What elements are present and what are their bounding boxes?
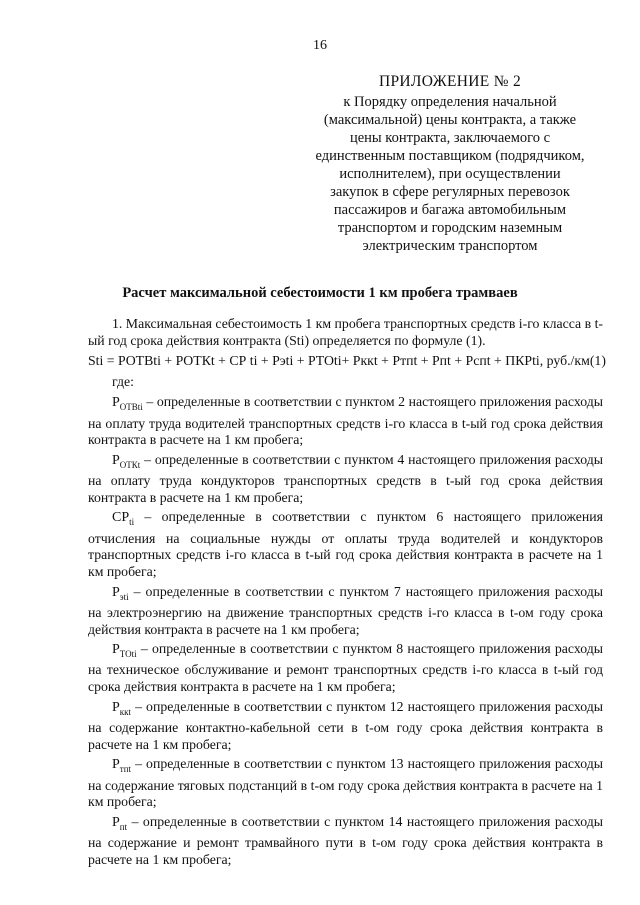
definition-text: – определенные в соответствии с пунктом 12 настоящего приложения расходы на содержание контактно-кабельной сети в t-ом году срока действия контракта в расчете на 1 км пробега; — [88, 698, 603, 752]
definition-text: – определенные в соответствии с пунктом 7 настоящего приложения расходы на электроэнергию на движение транспортных средств i-го класса в t-ом году срока действия контракта в расчете на 1 км пробега; — [88, 583, 603, 637]
appendix-line: цены контракта, заключаемого с — [349, 130, 551, 146]
definition-subscript: ОТВti — [119, 402, 143, 413]
definition-item — [88, 756, 603, 811]
definition-subscript: ti — [129, 517, 135, 528]
definition-item — [88, 699, 603, 754]
where-label: где: — [112, 373, 134, 389]
appendix-line: транспортом и городским наземным — [337, 220, 563, 236]
page-number: 16 — [313, 38, 327, 53]
definition-text: – определенные в соответствии с пунктом 14 настоящего приложения расходы на содержание и ремонт трамвайного пути в t-ом году срока действия контракта в расчете на 1 км пробега; — [88, 813, 603, 867]
formula-number: (1) — [589, 353, 606, 369]
definition-symbol: P — [112, 642, 120, 658]
definition-subscript: ТОti — [119, 648, 137, 659]
definition-symbol: СР — [112, 510, 130, 526]
definition-text: – определенные в соответствии с пунктом 8 настоящего приложения расходы на техническое обслуживание и ремонт транспортных средств i-го класса в t-ый год срока действия контракта в расчете на 1 км пробега; — [88, 641, 603, 695]
definition-item — [88, 814, 603, 869]
paragraph-1: 1. Максимальная себестоимость 1 км пробега транспортных средств i-го класса в t-ый год срока действия контракта (Sti) определяется по формуле (1). — [88, 316, 603, 348]
definition-symbol: P — [112, 395, 120, 411]
definition-subscript: ОТКt — [119, 459, 141, 470]
definition-text: – определенные в соответствии с пунктом 2 настоящего приложения расходы на оплату труда водителей транспортных средств i-го класса в t-ый год срока действия контракта в расчете на 1 км пробега; — [88, 394, 603, 448]
definition-symbol: P — [112, 699, 120, 715]
definition-text: – определенные в соответствии с пунктом 13 настоящего приложения расходы на содержание тяговых подстанций в t-ом году срока действия контракта в расчете на 1 км пробега; — [88, 756, 603, 810]
appendix-line: исполнителем), при осуществлении — [339, 166, 561, 182]
appendix-line: (максимальной) цены контракта, а также — [323, 112, 577, 128]
definition-text: – определенные в соответствии с пунктом 6 настоящего приложения отчисления на социальные нужды от оплаты труда водителей и кондукторов транспортных средств i-го класса в t-ый год срока действия контракта в расчете на 1 км пробега; — [88, 509, 603, 579]
definition-item — [88, 452, 603, 507]
definition-item — [88, 509, 603, 580]
definition-symbol: P — [112, 757, 120, 773]
definition-item — [88, 584, 603, 639]
definition-subscript: ккt — [119, 706, 132, 717]
appendix-line: пассажиров и багажа автомобильным — [333, 202, 567, 218]
definition-item — [88, 394, 603, 449]
definition-symbol: P — [112, 814, 120, 830]
appendix-line: закупок в сфере регулярных перевозок — [330, 184, 570, 200]
definition-subscript: пt — [119, 821, 128, 832]
definition-symbol: P — [112, 584, 120, 600]
formula-1 — [88, 353, 606, 370]
section-title: Расчет максимальной себестоимости 1 км пробега трамваев — [122, 285, 518, 301]
appendix-subtitle — [300, 93, 600, 255]
appendix-title: ПРИЛОЖЕНИЕ № 2 — [378, 73, 522, 90]
document-body — [88, 316, 606, 871]
definition-symbol: P — [112, 452, 120, 468]
appendix-line: электрическим транспортом — [362, 238, 538, 254]
definition-subscript: эti — [119, 591, 129, 602]
definition-text: – определенные в соответствии с пунктом 4 настоящего приложения расходы на оплату труда кондукторов транспортных средств в t-ый год срока действия контракта в расчете на 1 км пробега; — [88, 451, 603, 505]
appendix-line: единственным поставщиком (подрядчиком, — [315, 148, 585, 164]
definition-item — [88, 641, 603, 696]
appendix-line: к Порядку определения начальной — [343, 94, 557, 110]
formula-text: Sti = PОТВti + PОТКt + СР ti + Pэti + PТОti+ Pккt + Pтпt + Pпt + Pспt + ПКРti, руб./км — [88, 353, 590, 369]
definition-subscript: тпt — [119, 763, 132, 774]
